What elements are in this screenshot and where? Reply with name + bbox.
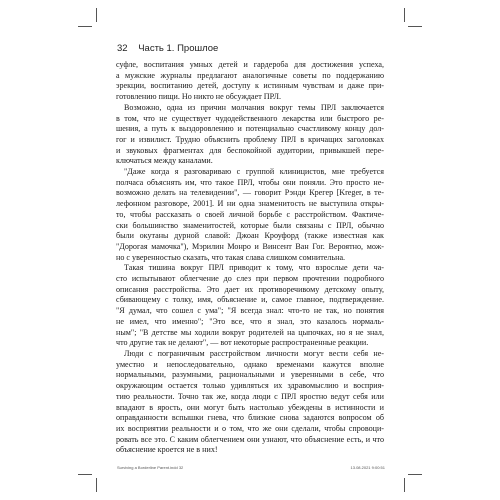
- text-line: оправданности вспышки гнева, что близкие снова задаются вопросом об: [116, 413, 384, 423]
- crop-mark-top-right: [404, 8, 405, 22]
- text-line: "Дорогая мамочка"), Мэрилин Монро и Винсент Ван Гог. Вероятно, мож-: [116, 241, 384, 251]
- text-line: их восприятии реальности и о том, что же они сделали, чтобы спровоци-: [116, 423, 384, 433]
- crop-mark-bottom-left: [96, 478, 97, 492]
- text-line: шения, а путь к выздоровлению и потенциально счастливому концу дол-: [116, 124, 384, 134]
- text-line: в том, что не существует чудодейственного лекарства или быстрого ре-: [116, 113, 384, 123]
- text-line: уместно и непоследовательно, однако временами кажутся вполне: [116, 359, 384, 369]
- text-line: нормальными, разумными, рациональными и уверенными в себе, что: [116, 370, 384, 380]
- text-line: но с уверенностью сказать, что такая слава слишком сомнительна.: [116, 252, 346, 262]
- text-line: ровать все это. С каким облегчением они узнают, что объяснение есть, и что: [116, 434, 384, 444]
- text-line: и звуковых фрагментах для беспокойной аудитории, привыкшей пере-: [116, 145, 384, 155]
- text-line: Такая тишина вокруг ПРЛ приводит к тому, что взрослые дети ча-: [124, 263, 384, 273]
- text-line: гог и извилист. Трудно объяснить проблему ПРЛ в кричащих заголовках: [116, 134, 384, 144]
- text-line: суфле, воспитания умных детей и гардероба для достижения успеха,: [116, 60, 384, 69]
- running-header: [117, 43, 218, 54]
- text-line: готовлению пищи. Но никто не обсуждает ПРЛ.: [116, 92, 282, 102]
- text-line: окружающим остается только удивляться их здравомыслию и восприя-: [116, 381, 384, 391]
- text-line: "Даже когда я разговариваю с группой клиницистов, мне требуется: [124, 167, 384, 177]
- text-line: лефонном разговоре, 2001]. И ни одна знаменитость не выступила откры-: [116, 199, 384, 209]
- text-line: сто испытывают облегчение до слез при первом прочтении подробного: [116, 274, 384, 284]
- text-line: "Я думал, что сошел с ума"; "Я всегда знал: что-то не так, но понятия: [116, 306, 384, 316]
- page-number: 32: [117, 43, 128, 54]
- text-line: тию реальности. Точно так же, когда люди с ПРЛ яростно ведут себя или: [116, 391, 384, 401]
- text-line: возможно делать на телевидении", — говорит Рэнди Крегер [Kreger, в те-: [116, 188, 384, 198]
- text-line: Возможно, одна из причин молчания вокруг темы ПРЛ заключается: [124, 102, 384, 112]
- text-line: ключаться между каналами.: [116, 156, 213, 166]
- text-line: объяснение кроется не в них!: [116, 445, 218, 455]
- text-line: были окутаны дурной славой: Джоан Кроуфорд (также известная как: [116, 231, 384, 241]
- text-line: а мужские журналы предлагают аналогичные советы по поддержанию: [116, 70, 384, 80]
- text-line: Люди с пограничным расстройством личности могут вести себя не-: [124, 348, 384, 358]
- text-line: не имел, что именно"; "Это все, что я знал, это казалось нормаль-: [116, 316, 384, 326]
- crop-mark-left-top: [78, 26, 92, 27]
- text-line: что другие так не делают", — вот некоторые распространенные реакции.: [116, 338, 369, 348]
- crop-mark-right-top: [408, 26, 422, 27]
- text-line: впадают в ярость, они могут быть настолько убеждены в истинности и: [116, 402, 384, 412]
- footer-file-name: Surviving a Borderline Parent.indd 32: [117, 465, 184, 470]
- text-line: ски большинство знаменитостей, которые были связаны с ПРЛ, обычно: [116, 220, 384, 230]
- text-line: сбивающему с толку, имя, объяснение и, самое главное, подтверждение.: [116, 295, 384, 305]
- text-line: ным"; "В детстве мы ходили вокруг родителей на цыпочках, но я не знал,: [116, 327, 384, 337]
- text-line: полчаса объяснять им, что такое ПРЛ, чтобы они поняли. Это просто не-: [116, 177, 384, 187]
- text-line: описания расстройства. Это дает их противоречивому детскому опыту,: [116, 284, 384, 294]
- text-line: эрекции, воспитанию детей, доступу к истинным чувствам и даже при-: [116, 81, 384, 91]
- crop-mark-right-bottom: [408, 474, 422, 475]
- text-line: то, чтобы рассказать о своей личной борьбе с расстройством. Фактиче-: [116, 209, 384, 219]
- body-text: [116, 60, 384, 456]
- crop-mark-bottom-right: [404, 478, 405, 492]
- chapter-title: Часть 1. Прошлое: [138, 43, 219, 54]
- footer-timestamp: 13.08.2021 9:00:51: [350, 465, 385, 470]
- crop-mark-top-left: [96, 8, 97, 22]
- crop-mark-left-bottom: [78, 474, 92, 475]
